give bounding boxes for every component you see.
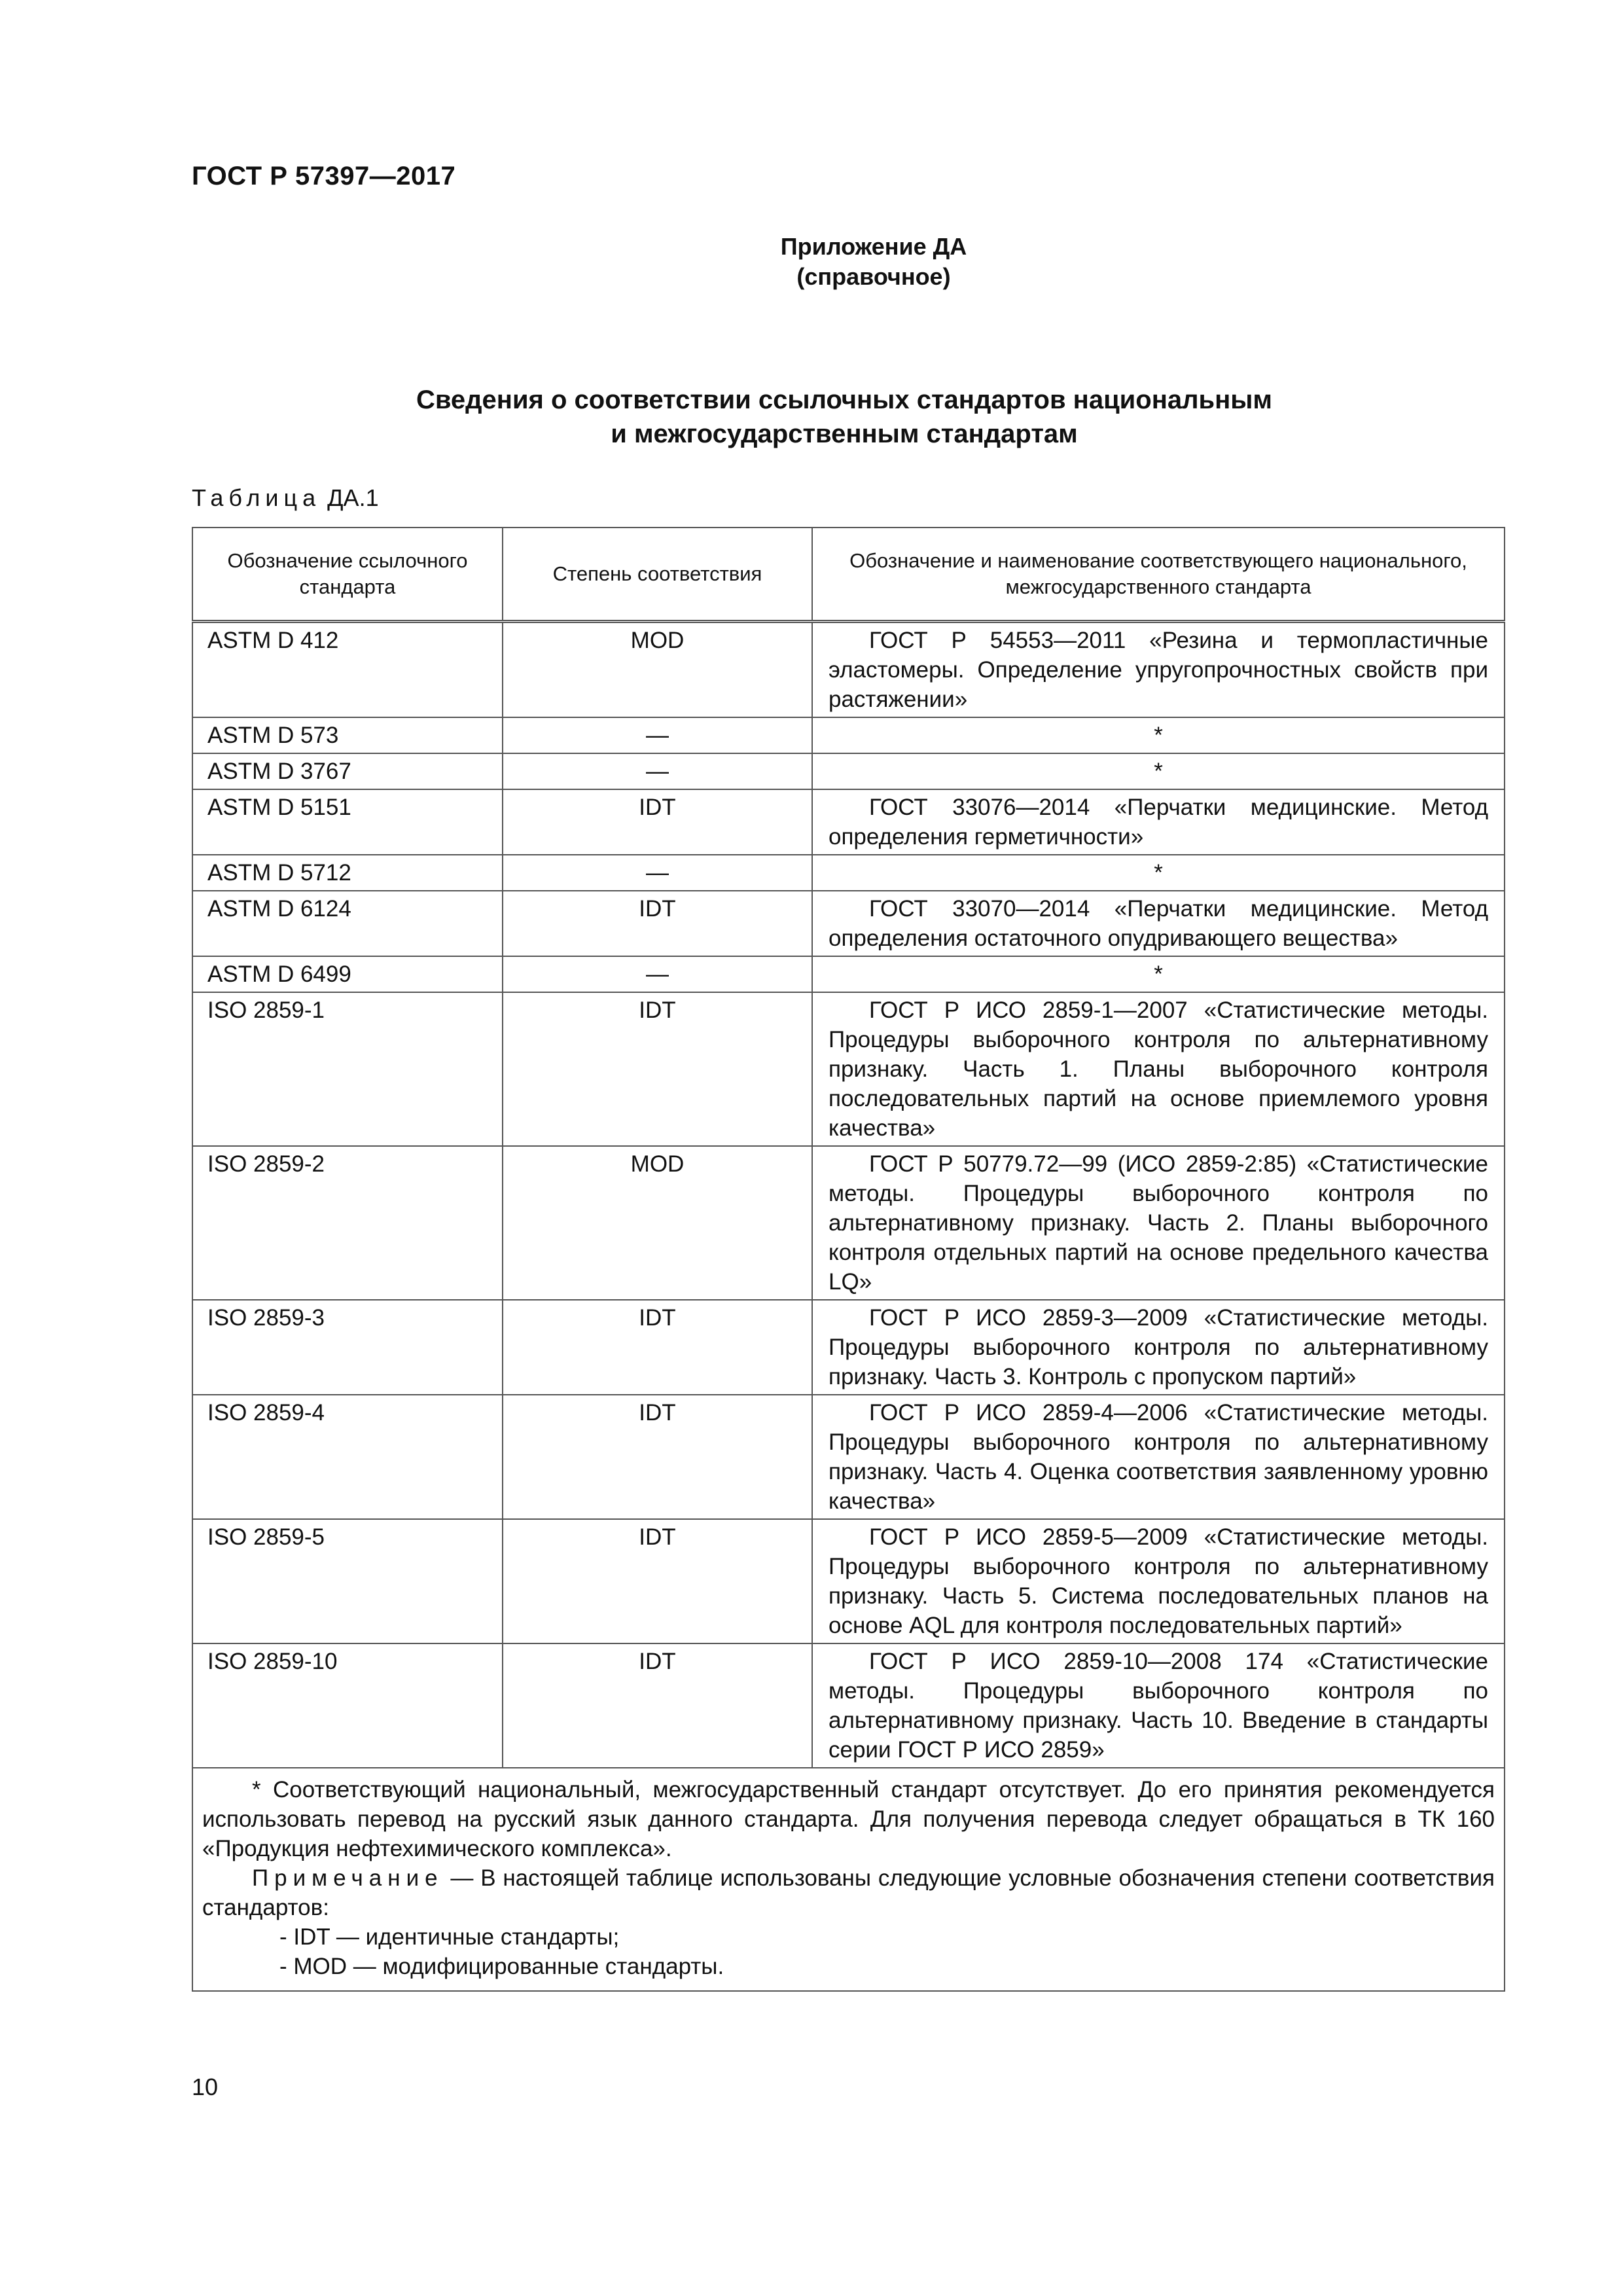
national-standard-text: ГОСТ 33076—2014 «Перчатки медицинские. Метод определения герметичности»: [829, 795, 1488, 850]
national-standard-cell: [812, 1300, 1505, 1395]
annex-title: Приложение ДА: [780, 233, 967, 260]
column-header-national: Обозначение и наименование соответствующего национального, межгосударственного стандарта: [812, 528, 1505, 622]
national-standard-cell: *: [812, 956, 1505, 992]
national-standard-cell: [812, 992, 1505, 1146]
national-standard-cell: [812, 1395, 1505, 1519]
reference-cell: ISO 2859-4: [192, 1395, 503, 1519]
reference-cell: ISO 2859-2: [192, 1146, 503, 1300]
national-standard-cell: [812, 622, 1505, 718]
degree-cell: —: [503, 717, 812, 753]
degree-cell: IDT: [503, 1300, 812, 1395]
table-row: [192, 1643, 1505, 1768]
column-header-degree: Степень соответствия: [503, 528, 812, 622]
heading-line-1: Сведения о соответствии ссылочных стандартов национальным: [416, 386, 1273, 414]
table-footnote-row: [192, 1768, 1505, 1991]
reference-cell: ASTM D 5151: [192, 789, 503, 855]
note-paragraph: [202, 1863, 1495, 1922]
degree-cell: —: [503, 956, 812, 992]
table-row: [192, 956, 1505, 992]
table-row: [192, 789, 1505, 855]
national-standard-cell: [812, 891, 1505, 956]
table-row: [192, 855, 1505, 891]
national-standard-cell: [812, 789, 1505, 855]
table-row: [192, 1300, 1505, 1395]
reference-cell: ASTM D 573: [192, 717, 503, 753]
page-number: 10: [192, 2073, 219, 2100]
national-standard-cell: [812, 1519, 1505, 1643]
reference-cell: ASTM D 3767: [192, 753, 503, 789]
table-row: [192, 753, 1505, 789]
table-row: [192, 992, 1505, 1146]
correspondence-table: [192, 527, 1505, 1992]
reference-cell: ISO 2859-10: [192, 1643, 503, 1768]
national-standard-text: ГОСТ Р ИСО 2859-1—2007 «Статистические методы. Процедуры выборочного контроля по альтернативному признаку. Часть 1. Планы выборочного контроля последовательных партий на основе приемлемого уровня качества»: [829, 997, 1488, 1141]
table-row: [192, 891, 1505, 956]
table-row: [192, 717, 1505, 753]
reference-cell: ISO 2859-5: [192, 1519, 503, 1643]
national-standard-cell: [812, 1643, 1505, 1768]
table-row: [192, 1519, 1505, 1643]
legend-idt: - IDT — идентичные стандарты;: [279, 1924, 620, 1950]
national-standard-text: ГОСТ Р ИСО 2859-3—2009 «Статистические методы. Процедуры выборочного контроля по альтернативному признаку. Часть 3. Контроль с пропуском партий»: [829, 1305, 1488, 1390]
document-id: ГОСТ Р 57397—2017: [192, 162, 456, 190]
note-text: — В настоящей таблице использованы следующие условные обозначения степени соответствия стандартов:: [202, 1865, 1495, 1920]
national-standard-text: ГОСТ Р ИСО 2859-10—2008 174 «Статистические методы. Процедуры выборочного контроля по альтернативному признаку. Часть 10. Введение в стандарты серии ГОСТ Р ИСО 2859»: [829, 1649, 1488, 1763]
table-row: [192, 622, 1505, 718]
degree-cell: IDT: [503, 891, 812, 956]
reference-cell: ASTM D 412: [192, 622, 503, 718]
footnote-text: * Соответствующий национальный, межгосударственный стандарт отсутствует. До его принятия рекомендуется использовать перевод на русский язык данного стандарта. Для получения перевода следует обращаться в ТК 160 «Продукция нефтехимического комплекса».: [202, 1777, 1495, 1861]
degree-cell: IDT: [503, 1643, 812, 1768]
section-heading: [0, 383, 1623, 451]
degree-cell: —: [503, 855, 812, 891]
national-standard-text: ГОСТ Р ИСО 2859-5—2009 «Статистические методы. Процедуры выборочного контроля по альтернативному признаку. Часть 5. Система последовательных планов на основе AQL для контроля последовательных партий»: [829, 1524, 1488, 1638]
national-standard-text: ГОСТ Р 50779.72—99 (ИСО 2859-2:85) «Статистические методы. Процедуры выборочного контроля по альтернативному признаку. Часть 2. Планы выборочного контроля отдельных партий на основе предельного качества LQ»: [829, 1151, 1488, 1295]
national-standard-cell: [812, 1146, 1505, 1300]
note-label: Примечание: [252, 1865, 444, 1891]
annex-type: (справочное): [796, 263, 951, 290]
reference-cell: ISO 2859-3: [192, 1300, 503, 1395]
table-row: [192, 1395, 1505, 1519]
national-standard-cell: *: [812, 717, 1505, 753]
degree-cell: IDT: [503, 992, 812, 1146]
table-caption: [192, 484, 379, 512]
reference-cell: ISO 2859-1: [192, 992, 503, 1146]
annex-heading: [0, 232, 1623, 292]
degree-cell: IDT: [503, 1519, 812, 1643]
degree-cell: MOD: [503, 622, 812, 718]
table-caption-word: Таблица: [192, 484, 321, 511]
column-header-reference: Обозначение ссылочного стандарта: [192, 528, 503, 622]
table-row: [192, 1146, 1505, 1300]
reference-cell: ASTM D 6124: [192, 891, 503, 956]
national-standard-cell: *: [812, 855, 1505, 891]
heading-line-2: и межгосударственным стандартам: [611, 420, 1078, 448]
national-standard-text: ГОСТ Р 54553—2011 «Резина и термопластичные эластомеры. Определение упругопрочностных свойств при растяжении»: [829, 628, 1488, 712]
table-footnote: [192, 1768, 1505, 1991]
national-standard-text: ГОСТ Р ИСО 2859-4—2006 «Статистические методы. Процедуры выборочного контроля по альтернативному признаку. Часть 4. Оценка соответствия заявленному уровню качества»: [829, 1400, 1488, 1514]
degree-cell: —: [503, 753, 812, 789]
legend-mod: - MOD — модифицированные стандарты.: [279, 1954, 724, 1979]
degree-cell: MOD: [503, 1146, 812, 1300]
national-standard-cell: *: [812, 753, 1505, 789]
degree-cell: IDT: [503, 789, 812, 855]
degree-cell: IDT: [503, 1395, 812, 1519]
table-header-row: [192, 528, 1505, 622]
national-standard-text: ГОСТ 33070—2014 «Перчатки медицинские. Метод определения остаточного опудривающего вещества»: [829, 896, 1488, 951]
reference-cell: ASTM D 6499: [192, 956, 503, 992]
reference-cell: ASTM D 5712: [192, 855, 503, 891]
table-caption-number: ДА.1: [327, 484, 379, 511]
